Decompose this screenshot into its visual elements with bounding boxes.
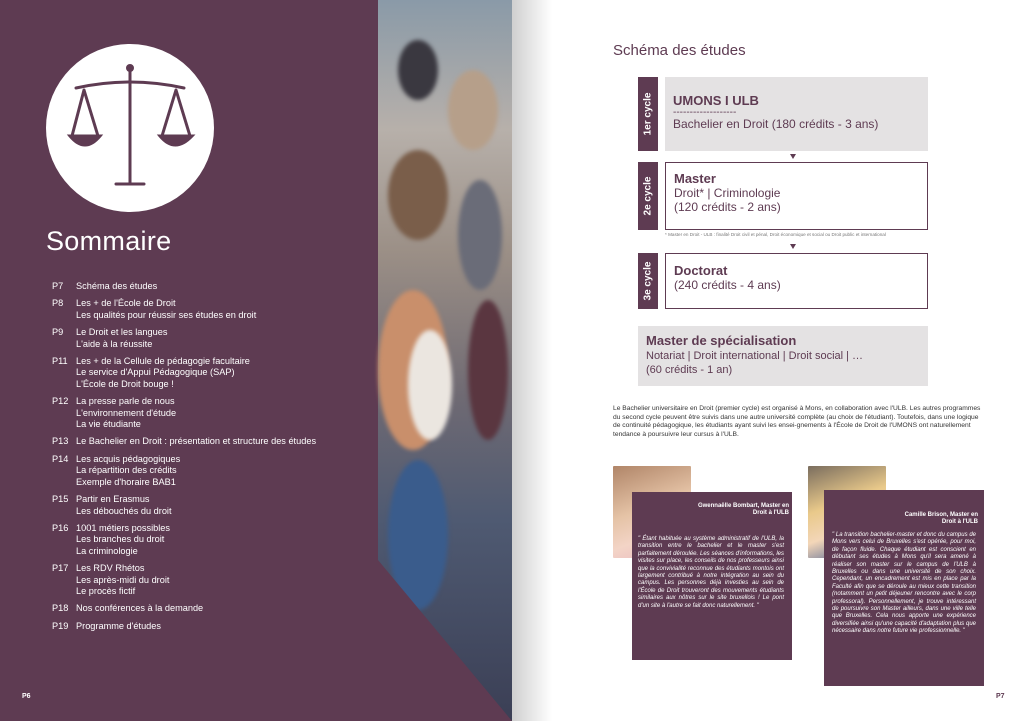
toc-entry: [52, 327, 372, 350]
toc-lines: [76, 523, 372, 557]
sommaire-title: Sommaire: [46, 226, 172, 256]
cycle-3-label: 3e cycle: [642, 261, 654, 301]
toc-lines: [76, 454, 372, 488]
master-footnote: * Master en Droit - ULB : finalité Droit civil et pénal, Droit économique et social ou Droit public et international: [665, 232, 886, 237]
cycle-2-line-2: (120 crédits - 2 ans): [674, 200, 781, 214]
toc-entry: [52, 621, 372, 632]
cycle-3-head: Doctorat: [674, 263, 728, 278]
cycle-3-tab: [638, 253, 658, 309]
toc-line: Schéma des études: [76, 281, 158, 291]
toc-page-number: P19: [52, 620, 69, 631]
toc-entry: [52, 494, 372, 517]
toc-line: La criminologie: [76, 545, 138, 556]
toc-page-number: P12: [52, 396, 69, 407]
toc-line: L'aide à la réussite: [76, 338, 153, 349]
toc-line: Exemple d'horaire BAB1: [76, 476, 176, 487]
testimonial-1-name: Gwennaëlle Bombart, Master en Droit à l'ULB: [697, 503, 789, 516]
schema-title: Schéma des études: [613, 42, 746, 59]
cycle-2-tab: [638, 162, 658, 230]
spine-shadow: [512, 0, 552, 721]
toc-page-number: P9: [52, 327, 64, 338]
cycle-2-box: [665, 162, 928, 230]
toc-line: Les + de l'École de Droit: [76, 298, 176, 309]
specialisation-line-1: Notariat | Droit international | Droit social | …: [646, 350, 864, 362]
toc-line: Les débouchés du droit: [76, 505, 172, 516]
justice-scale-logo: [46, 44, 214, 212]
specialisation-head: Master de spécialisation: [646, 333, 797, 348]
cycle-1-line: Bachelier en Droit (180 crédits - 3 ans): [673, 117, 879, 131]
cycle-1-head: UMONS I ULB: [673, 93, 759, 108]
toc-lines: [76, 281, 372, 292]
toc-page-number: P11: [52, 356, 68, 367]
toc-lines: [76, 396, 372, 430]
cycle-2-line-1: Droit* | Criminologie: [674, 186, 781, 200]
testimonial-1-quote: " Étant habituée au système administratif de l'ULB, la transition entre le bachelier et le master s'est parfaitement déroulée. Les séances d'informations, les visites sur place, les conseils de nos professeurs ainsi que la convivialité reconnue des étudiants montois ont largement contribué à notre intégration au sein du campus. Les personnes déjà investies au sein de l'École de Droit trouveront des mouvements étudiants similaires aux nôtres sur le site bruxellois ! Le pont d'un site à l'autre se fait donc naturellement. ": [638, 536, 784, 609]
intro-paragraph: Le Bachelier universitaire en Droit (premier cycle) est organisé à Mons, en collaboration avec l'ULB. Les autres programmes du second cycle peuvent être suivis dans une autre université complète (au choix de l'étudiant). Toutefois, dans une logique de continuité pédagogique, les étudiants ayant suivi les ensei-gnements à l'École de Droit de l'UMONS ont naturellement tendance à poursuivre leur cursus à l'ULB.: [613, 405, 981, 438]
toc-line: La presse parle de nous: [76, 396, 175, 407]
right-page: [512, 0, 1024, 721]
toc-line: Nos conférences à la demande: [76, 603, 204, 614]
toc-line: Le procès fictif: [76, 585, 136, 596]
toc-lines: [76, 327, 372, 350]
toc-line: Les acquis pédagogiques: [76, 453, 181, 464]
cycle-3-box: [665, 253, 928, 309]
toc-line: Le Droit et les langues: [76, 327, 168, 338]
toc-page-number: P13: [52, 436, 69, 447]
right-page-number: P7: [996, 693, 1005, 700]
cycle-1-box: [665, 77, 928, 151]
toc-line: Les + de la Cellule de pédagogie facultaire: [76, 356, 250, 367]
toc-line: 1001 métiers possibles: [76, 522, 170, 533]
toc-lines: [76, 621, 372, 632]
toc-lines: [76, 603, 372, 614]
toc-entry: [52, 298, 372, 321]
toc-page-number: P7: [52, 281, 64, 291]
toc-entry: [52, 356, 372, 390]
toc-line: La répartition des crédits: [76, 465, 177, 476]
toc-page-number: P15: [52, 494, 69, 505]
toc-page-number: P8: [52, 298, 64, 309]
toc-line: Partir en Erasmus: [76, 494, 150, 505]
cycle-2-label: 2e cycle: [642, 176, 654, 216]
toc-line: L'École de Droit bouge !: [76, 378, 174, 389]
cycle-1-label: 1er cycle: [642, 92, 654, 136]
toc-line: Le Bachelier en Droit : présentation et structure des études: [76, 436, 317, 447]
table-of-contents: [52, 281, 372, 638]
arrow-down-icon: [790, 154, 796, 159]
toc-line: Programme d'études: [76, 620, 161, 631]
toc-entry: [52, 563, 372, 597]
toc-lines: [76, 494, 372, 517]
specialisation-box: [638, 326, 928, 386]
scale-icon: [46, 44, 214, 212]
toc-entry: [52, 523, 372, 557]
toc-page-number: P16: [52, 522, 69, 533]
toc-entry: [52, 436, 372, 447]
testimonial-1-box: [632, 492, 792, 660]
cycle-1-tab: [638, 77, 658, 151]
cycle-1-separator: -------------------: [673, 107, 737, 118]
toc-lines: [76, 356, 372, 390]
toc-page-number: P17: [52, 563, 69, 574]
toc-page-number: P18: [52, 603, 69, 614]
toc-line: Les qualités pour réussir ses études en droit: [76, 309, 257, 320]
cycle-3-line: (240 crédits - 4 ans): [674, 278, 781, 292]
toc-entry: [52, 396, 372, 430]
toc-lines: [76, 298, 372, 321]
toc-entry: [52, 281, 372, 292]
toc-entry: [52, 603, 372, 614]
toc-line: La vie étudiante: [76, 419, 141, 430]
left-page-number: P6: [22, 693, 31, 700]
page-fold-shape: [378, 560, 512, 721]
cycle-2-head: Master: [674, 171, 716, 186]
toc-line: Le service d'Appui Pédagogique (SAP): [76, 367, 235, 378]
toc-entry: [52, 454, 372, 488]
testimonial-2-quote: " La transition bachelier-master et donc du campus de Mons vers celui de Bruxelles s'est opérée, pour moi, de façon fluide. Chaque étudiant est conscient en débutant ses études à Mons qu'il sera amené à réaliser son master sur le campus de l'ULB à Bruxelles ou dans une université de son choix. Cependant, un encadrement est mis en place par la Faculté afin que se déroule au mieux cette transition (notamment un petit déjeuner rencontre avec le corp professoral). Personnellement, je trouve intéressant de poursuivre son Master ailleurs, dans une ville telle que Bruxelles. Cela nous apporte une expérience diversifiée ainsi qu'une capacité d'adaptation plus que nécessaire dans notre future vie professionnelle. ": [832, 532, 976, 635]
toc-page-number: P14: [52, 453, 69, 464]
toc-line: L'environnement d'étude: [76, 407, 177, 418]
toc-line: Les branches du droit: [76, 534, 165, 545]
toc-line: Les après-midi du droit: [76, 574, 170, 585]
toc-line: Les RDV Rhétos: [76, 563, 145, 574]
specialisation-line-2: (60 crédits - 1 an): [646, 364, 733, 376]
arrow-down-icon: [790, 244, 796, 249]
toc-lines: [76, 436, 372, 447]
toc-lines: [76, 563, 372, 597]
testimonial-2-name: Camille Brison, Master en Droit à l'ULB: [904, 512, 978, 525]
